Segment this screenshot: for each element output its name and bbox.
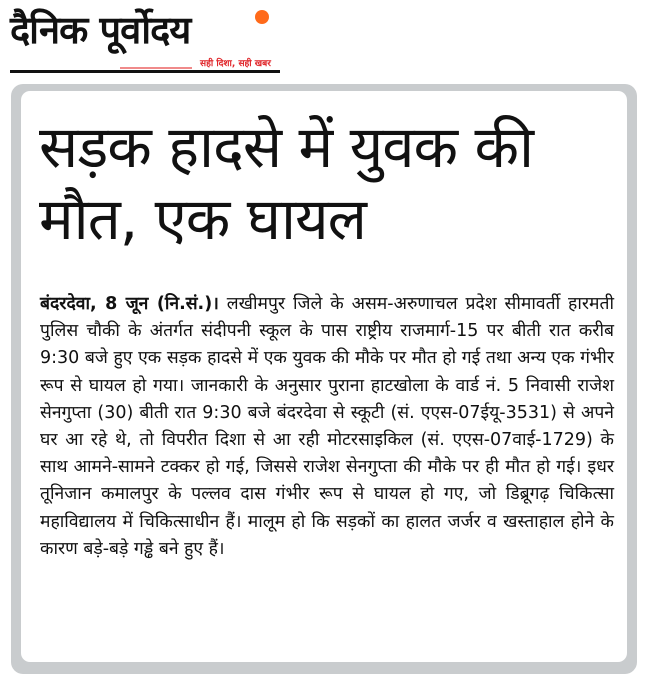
- logo-dot-icon: [255, 10, 269, 24]
- article-body-text: लखीमपुर जिले के असम-अरुणाचल प्रदेश सीमावर्ती हारमती पुलिस चौकी के अंतर्गत संदीपनी स्कूल के पास राष्ट्रीय राजमार्ग-15 पर बीती रात करीब 9:30 बजे हुए एक सड़क हादसे में एक युवक की मौके पर मौत हो गई तथा अन्य एक गंभीर रूप से घायल हो गया। जानकारी के अनुसार पुराना हाटखोला के वार्ड नं. 5 निवासी राजेश सेनगुप्ता (30) बीती रात 9:30 बजे बंदरदेवा से स्कूटी (सं. एएस-07ईयू-3531) से अपने घर आ रहे थे, तो विपरीत दिशा से आ रही मोटरसाइकिल (सं. एएस-07वाई-1729) के साथ आमने-सामने टक्कर हो गई, जिससे राजेश सेनगुप्ता की मौके पर ही मौत हो गई। इधर तूनिजान कमालपुर के पल्लव दास गंभीर रूप से घायल हो गए, जो डिब्रूगढ़ चिकित्सा महाविद्यालय में चिकित्साधीन हैं। मालूम हो कि सड़कों का हालत जर्जर व खस्ताहाल होने के कारण बड़े-बड़े गड्ढे बने हुए हैं।: [40, 294, 614, 559]
- masthead-accent-rule: [120, 67, 192, 69]
- article-dateline: बंदरदेवा, 8 जून (नि.सं.)।: [40, 294, 219, 314]
- masthead: [0, 0, 648, 80]
- article-frame: [11, 84, 637, 674]
- article-body: [40, 291, 614, 563]
- article-headline: सड़क हादसे में युवक की मौत, एक घायल: [39, 113, 534, 253]
- newspaper-logo: दैनिक पूर्वोदय: [10, 8, 191, 52]
- masthead-tagline: सही दिशा, सही खबर: [200, 59, 271, 69]
- masthead-rule: [10, 70, 280, 73]
- article-card: [21, 91, 627, 662]
